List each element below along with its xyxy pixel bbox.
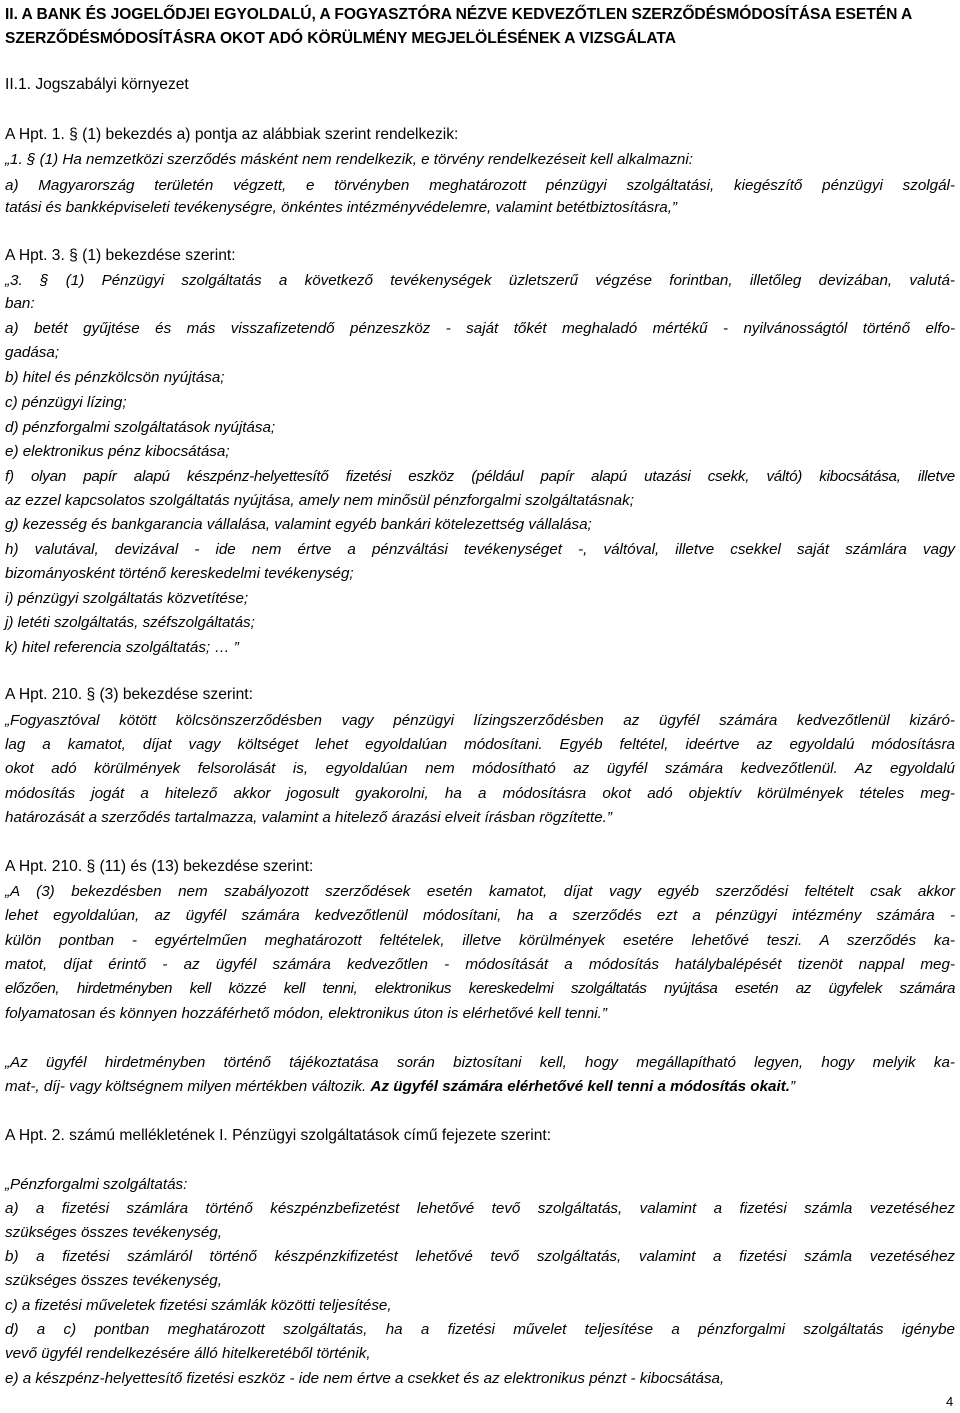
hpt1-line: a) Magyarország területén végzett, e törvényben meghatározott pénzügyi szolgáltatási, kiegészítő pénzügyi szolgál- bbox=[5, 177, 955, 194]
hpt210-11-line: „A (3) bekezdésben nem szabályozott szerződések esetén kamatot, díjat vagy egyéb szerződési feltételt csak akkor bbox=[5, 883, 955, 900]
section-title: II.1. Jogszabályi környezet bbox=[5, 76, 189, 93]
hpt210-13-last-line bbox=[5, 1076, 795, 1098]
hpt1-line: „1. § (1) Ha nemzetközi szerződés másként nem rendelkezik, e törvény rendelkezéseit kell alkalmazni: bbox=[5, 151, 693, 168]
annex-line: a) a fizetési számlára történő készpénzbefizetést lehetővé tevő szolgáltatás, valamint a fizetési számla vezetéséhez bbox=[5, 1200, 955, 1217]
hpt3-line: c) pénzügyi lízing; bbox=[5, 394, 127, 411]
hpt210-3-line: okot adó körülmények felsorolását is, egyoldalúan nem módosítható az ügyfél számára kedvezőtlenül. Az egyoldalú bbox=[5, 760, 955, 777]
hpt210-13-text: mat-, díj- vagy költségnem milyen mértékben változik. bbox=[5, 1078, 371, 1095]
page-number: 4 bbox=[946, 1394, 954, 1409]
hpt210-3-line: „Fogyasztóval kötött kölcsönszerződésben vagy pénzügyi lízingszerződésben az ügyfél számára kedvezőtlenül kizáró- bbox=[5, 712, 955, 729]
annex-line: szükséges összes tevékenység, bbox=[5, 1224, 222, 1241]
hpt3-line: bizományosként történő kereskedelmi tevékenység; bbox=[5, 565, 354, 582]
hpt210-11-line: lehet egyoldalúan, az ügyfél számára kedvezőtlenül módosítani, ha a szerződés ezt a pénzügyi intézmény számára - bbox=[5, 907, 955, 924]
hpt210-3-intro: A Hpt. 210. § (3) bekezdése szerint: bbox=[5, 686, 253, 703]
hpt210-11-line: matot, díjat érintő - az ügyfél számára kedvezőtlen - módosítását a módosítás hatálybalépését tizenöt nappal meg- bbox=[5, 956, 955, 973]
hpt1-line: tatási és bankképviseleti tevékenységre, önkéntes intézményvédelemre, valamint betétbiztosításra,” bbox=[5, 199, 677, 216]
hpt3-line: a) betét gyűjtése és más visszafizetendő pénzeszköz - saját tőkét meghaladó mértékű - nyilvánosságtól történő elfo- bbox=[5, 320, 955, 337]
chapter-heading: II. A BANK ÉS JOGELŐDJEI EGYOLDALÚ, A FOGYASZTÓRA NÉZVE KEDVEZŐTLEN SZERZŐDÉSMÓDOSÍTÁSA ESETÉN A SZERZŐDÉSMÓDOSÍTÁSRA OKOT ADÓ KÖRÜLMÉNY MEGJELÖLÉSÉNEK A VIZSGÁLATA bbox=[5, 6, 912, 47]
hpt3-line: ban: bbox=[5, 295, 35, 312]
hpt210-11-intro: A Hpt. 210. § (11) és (13) bekezdése szerint: bbox=[5, 858, 314, 875]
hpt210-13-closing-quote: ” bbox=[789, 1078, 796, 1095]
hpt210-3-line: módosítás jogát a hitelező akkor jogosult gyakorolni, ha a módosításra okot adó objektív körülmények tételes meg- bbox=[5, 785, 955, 802]
annex-line: szükséges összes tevékenység, bbox=[5, 1272, 222, 1289]
hpt3-line: e) elektronikus pénz kibocsátása; bbox=[5, 443, 230, 460]
hpt3-line: h) valutával, devizával - ide nem értve a pénzváltási tevékenységet -, váltóval, illetve csekkel saját számlára vagy bbox=[5, 541, 955, 558]
annex-line: vevő ügyfél rendelkezésére álló hitelkeretéből történik, bbox=[5, 1345, 371, 1362]
hpt3-line: b) hitel és pénzkölcsön nyújtása; bbox=[5, 369, 225, 386]
annex-line: d) a c) pontban meghatározott szolgáltatás, ha a fizetési művelet teljesítése a pénzforgalmi szolgáltatás igénybe bbox=[5, 1321, 955, 1338]
hpt210-3-line: határozását a szerződés tartalmazza, valamint a hitelező árazási elveit írásban rögzítette.” bbox=[5, 809, 612, 826]
annex-line: e) a készpénz-helyettesítő fizetési eszköz - ide nem értve a csekket és az elektronikus pénzt - kibocsátása, bbox=[5, 1370, 725, 1387]
hpt210-11-line: külön pontban - egyértelműen meghatározott feltételek, illetve körülmények esetére lehetővé teszi. A szerződés ka- bbox=[5, 932, 955, 949]
hpt3-line: az ezzel kapcsolatos szolgáltatás nyújtása, amely nem minősül pénzforgalmi szolgáltatásnak; bbox=[5, 492, 634, 509]
hpt210-3-line: lag a kamatot, díjat vagy költséget lehet egyoldalúan módosítani. Egyéb feltétel, ideértve az egyoldalú módosításra bbox=[5, 736, 955, 753]
hpt3-line: g) kezesség és bankgarancia vállalása, valamint egyéb bankári kötelezettség vállalása; bbox=[5, 516, 592, 533]
hpt210-13-line: „Az ügyfél hirdetményben történő tájékoztatása során biztosítani kell, hogy megállapítható legyen, hogy melyik ka- bbox=[5, 1054, 955, 1071]
hpt3-line: f) olyan papír alapú készpénz-helyettesítő fizetési eszköz (például papír alapú utazási csekk, váltó) kibocsátása, illetve bbox=[5, 468, 955, 485]
hpt3-intro: A Hpt. 3. § (1) bekezdése szerint: bbox=[5, 247, 236, 264]
annex-line: b) a fizetési számláról történő készpénzkifizetést lehetővé tevő szolgáltatás, valamint a fizetési számla vezetéséhez bbox=[5, 1248, 955, 1265]
hpt3-line: gadása; bbox=[5, 344, 60, 361]
hpt210-11-line: előzően, hirdetményben kell közzé kell tenni, elektronikus kereskedelmi szolgáltatás nyújtása esetén az ügyfelek számára bbox=[5, 980, 955, 997]
annex-line: c) a fizetési műveletek fizetési számlák közötti teljesítése, bbox=[5, 1297, 392, 1314]
hpt3-line: i) pénzügyi szolgáltatás közvetítése; bbox=[5, 590, 249, 607]
hpt210-13-emphasis: Az ügyfél számára elérhetővé kell tenni a módosítás okait. bbox=[370, 1078, 790, 1095]
hpt210-11-line: folyamatosan és könnyen hozzáférhető módon, elektronikus úton is elérhetővé kell tenni.” bbox=[5, 1005, 607, 1022]
hpt3-line: d) pénzforgalmi szolgáltatások nyújtása; bbox=[5, 419, 276, 436]
hpt3-line: „3. § (1) Pénzügyi szolgáltatás a következő tevékenységek üzletszerű végzése forintban, illetőleg devizában, valutá- bbox=[5, 272, 955, 289]
hpt3-line: j) letéti szolgáltatás, széfszolgáltatás; bbox=[5, 614, 255, 631]
hpt3-line: k) hitel referencia szolgáltatás; … ” bbox=[5, 639, 239, 656]
annex-line: „Pénzforgalmi szolgáltatás: bbox=[5, 1176, 188, 1193]
hpt1-intro: A Hpt. 1. § (1) bekezdés a) pontja az alábbiak szerint rendelkezik: bbox=[5, 126, 459, 143]
annex-intro: A Hpt. 2. számú mellékletének I. Pénzügyi szolgáltatások című fejezete szerint: bbox=[5, 1127, 552, 1144]
